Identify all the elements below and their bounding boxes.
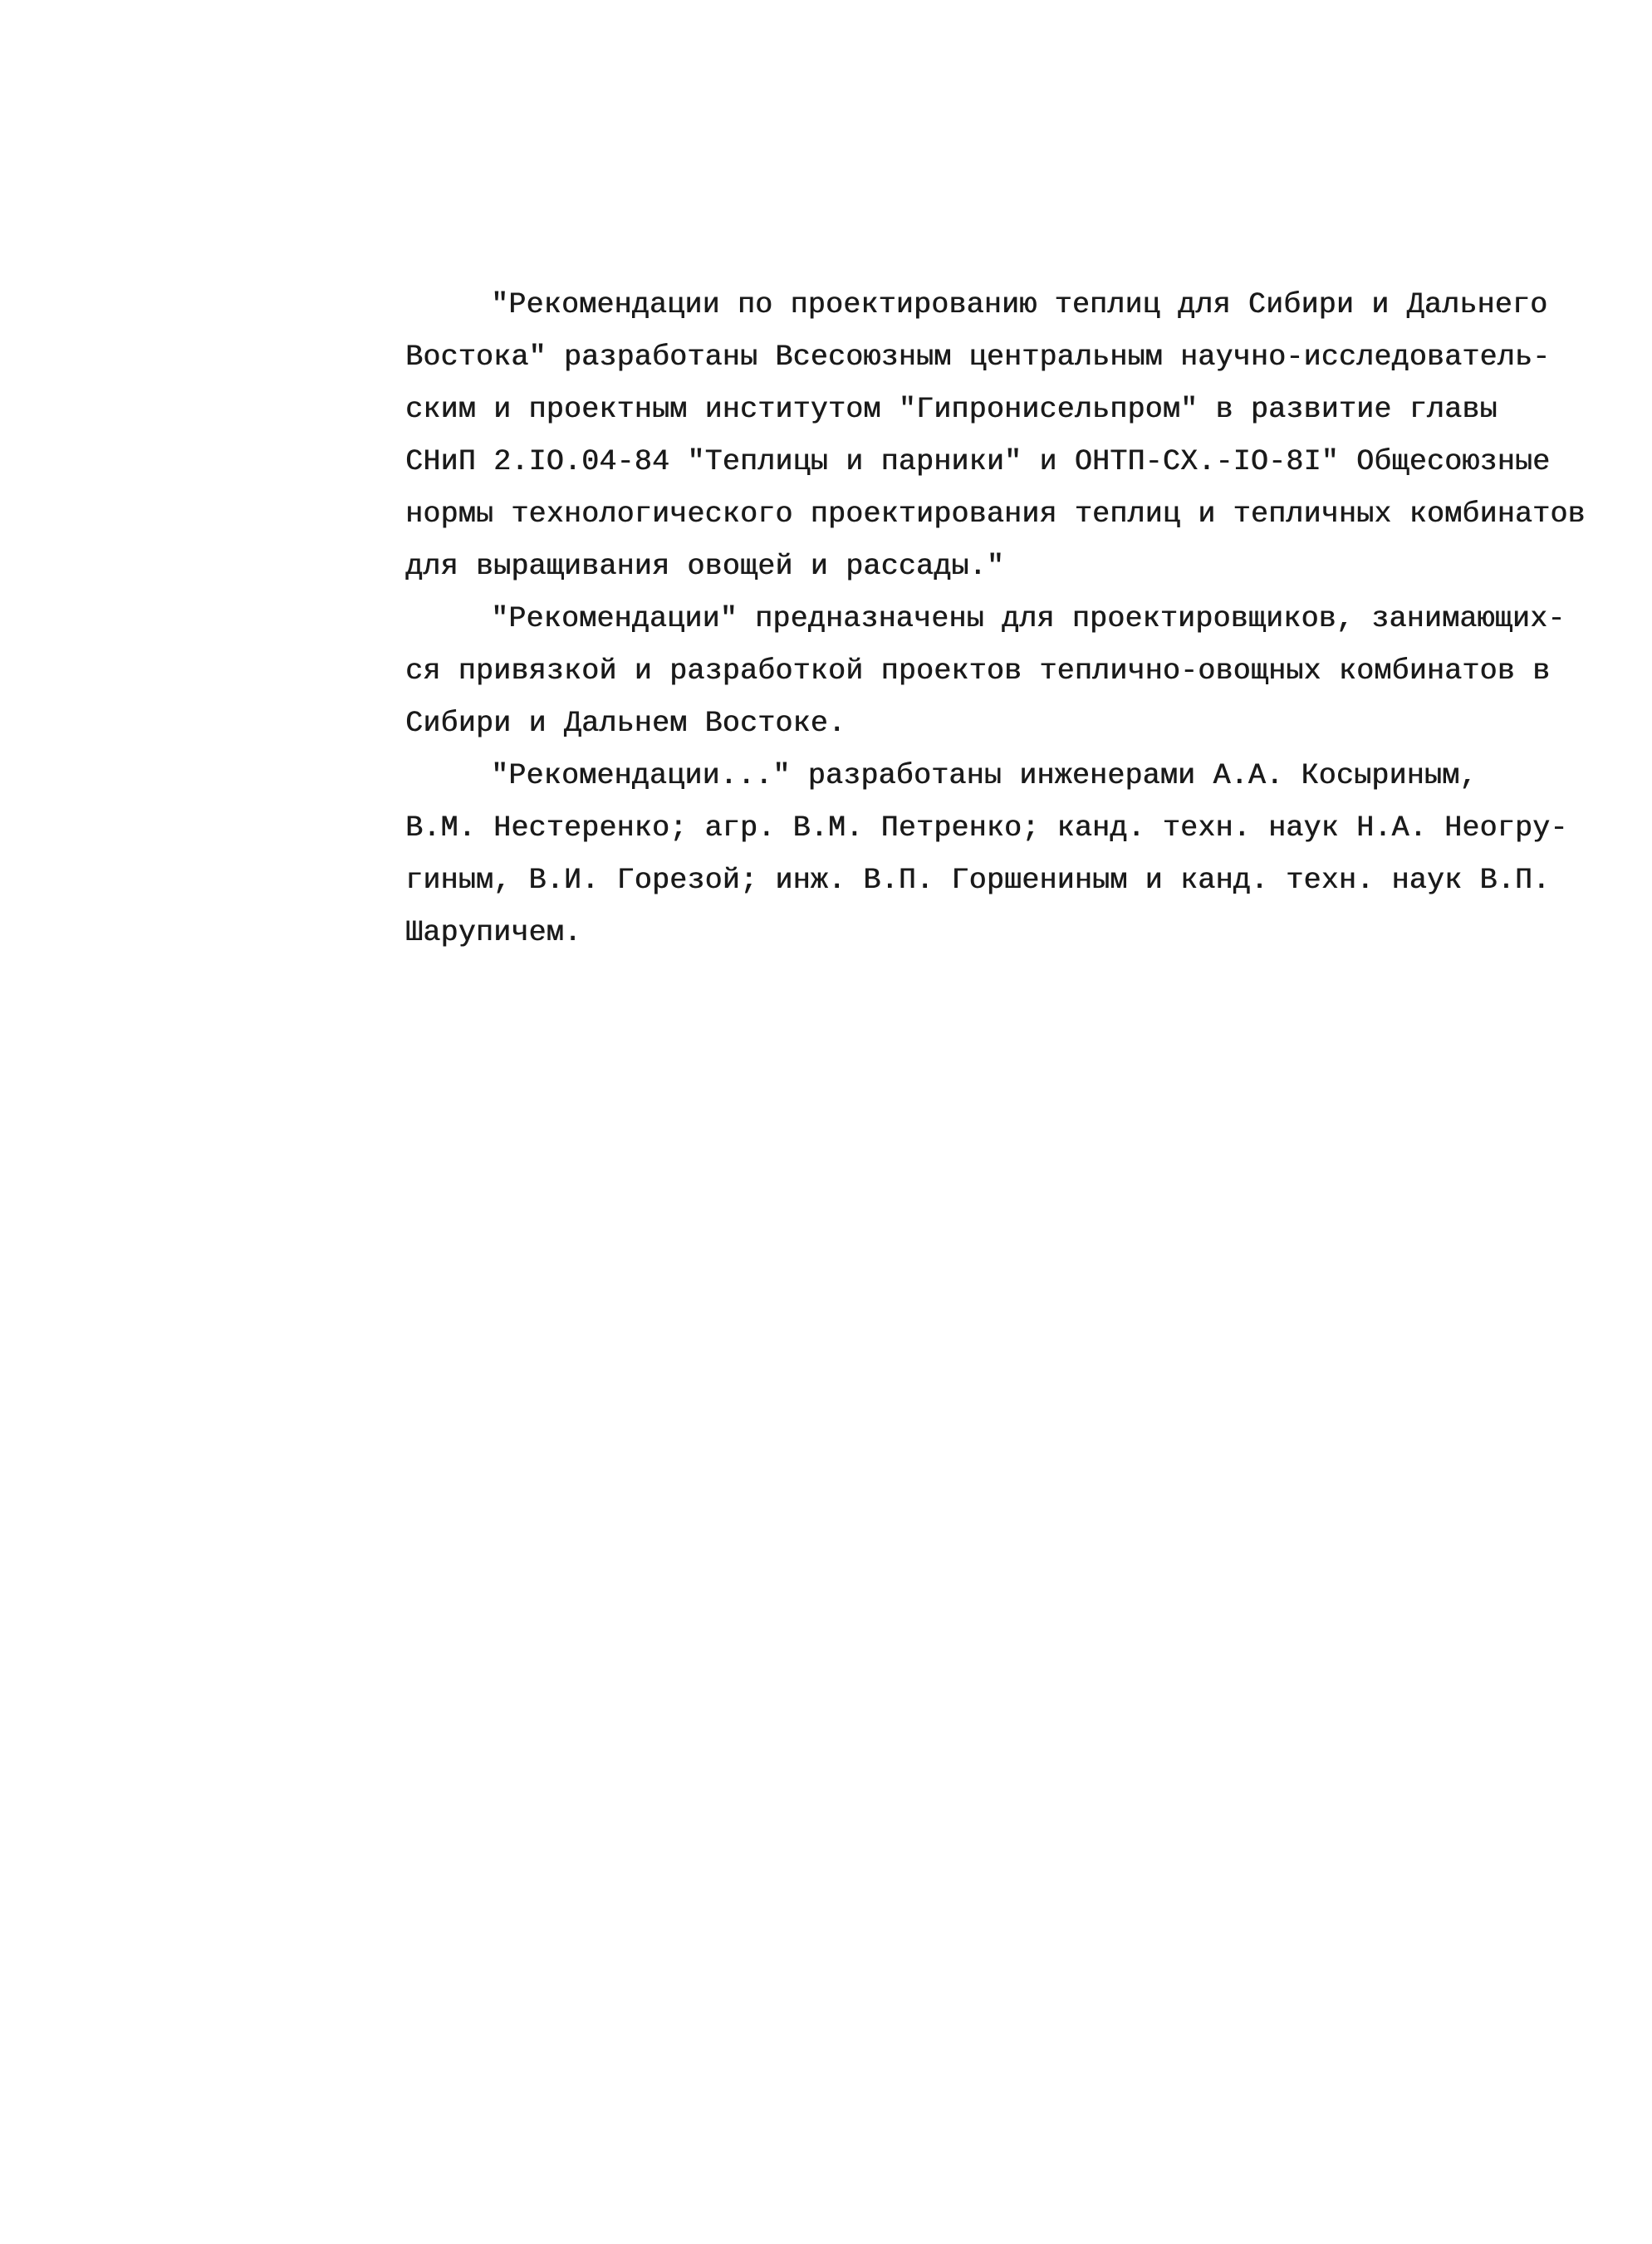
text-line: СНиП 2.IO.04-84 "Теплицы и парники" и ОНТП-СХ.-IO-8I" Общесоюзные	[405, 445, 1551, 478]
text-line: для выращивания овощей и рассады."	[405, 550, 1004, 583]
text-line: Востока" разработаны Всесоюзным центральным научно-исследователь-	[405, 341, 1551, 374]
text-line: ским и проектным институтом "Гипронисельпром" в развитие главы	[405, 393, 1498, 426]
text-line: В.М. Нестеренко; агр. В.М. Петренко; канд. техн. наук Н.А. Неогру-	[405, 811, 1568, 845]
text-line: Шарупичем.	[405, 916, 582, 949]
paragraph-2	[405, 593, 1566, 750]
text-line: ся привязкой и разработкой проектов теплично-овощных комбинатов в	[405, 654, 1551, 688]
body-text	[405, 279, 1586, 959]
paragraph-3	[405, 750, 1568, 959]
text-line: "Рекомендации по проектированию теплиц для Сибири и Дальнего	[491, 288, 1548, 321]
text-line: нормы технологического проектирования теплиц и тепличных комбинатов	[405, 497, 1586, 531]
text-line: "Рекомендации..." разработаны инженерами А.А. Косыриным,	[491, 759, 1478, 792]
text-line: "Рекомендации" предназначены для проектировщиков, занимающих-	[491, 602, 1566, 635]
text-line: гиным, В.И. Горезой; инж. В.П. Горшениным и канд. техн. наук В.П.	[405, 864, 1551, 897]
text-line: Сибири и Дальнем Востоке.	[405, 707, 846, 740]
paragraph-1	[405, 279, 1586, 593]
